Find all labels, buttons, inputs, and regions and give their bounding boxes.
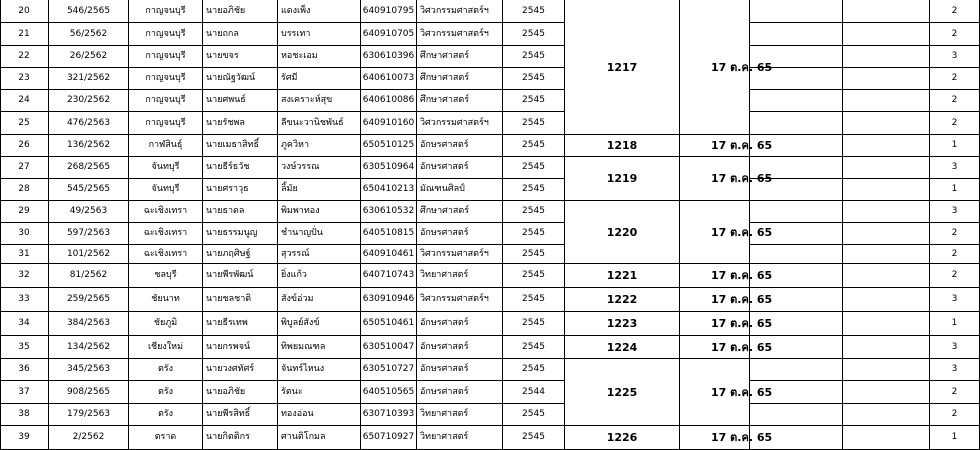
cell-id: 650510125 [361, 135, 417, 157]
cell-empty [750, 112, 843, 135]
order-date-cell: 17 ต.ค. 65 [680, 336, 750, 359]
cell-empty [843, 90, 930, 112]
cell-empty [843, 426, 930, 450]
cell-no: 38 [0, 404, 49, 426]
cell-year: 2545 [503, 90, 565, 112]
cell-province: ชัยภูมิ [129, 312, 203, 336]
cell-empty [750, 90, 843, 112]
cell-surname: แดงเพ็ง [278, 0, 361, 23]
cell-name: นายรัชพล [203, 112, 278, 135]
order-date-cell: 17 ต.ค. 65 [680, 135, 750, 157]
cell-score: 3 [930, 46, 980, 68]
cell-id: 630510964 [361, 157, 417, 179]
cell-case: 268/2565 [49, 157, 129, 179]
cell-empty [843, 201, 930, 223]
cell-case: 26/2562 [49, 46, 129, 68]
cell-faculty: วิทยาศาสตร์ [417, 264, 503, 288]
cell-no: 25 [0, 112, 49, 135]
cell-year: 2545 [503, 223, 565, 245]
cell-empty [843, 404, 930, 426]
cell-name: นายณัฐวัฒน์ [203, 68, 278, 90]
cell-name: นายธีรเทพ [203, 312, 278, 336]
cell-score: 2 [930, 112, 980, 135]
cell-no: 39 [0, 426, 49, 450]
cell-province: ตรัง [129, 359, 203, 381]
cell-province: กาญจนบุรี [129, 90, 203, 112]
cell-faculty: ศึกษาศาสตร์ [417, 201, 503, 223]
cell-name: นายเมธาสิทธิ์ [203, 135, 278, 157]
cell-score: 2 [930, 404, 980, 426]
order-number-cell: 1221 [565, 264, 680, 288]
cell-empty [843, 359, 930, 381]
cell-surname: ชำนาญปั่น [278, 223, 361, 245]
cell-year: 2545 [503, 46, 565, 68]
cell-faculty: มัณฑนศิลป์ [417, 179, 503, 201]
cell-empty [750, 201, 843, 223]
cell-no: 33 [0, 288, 49, 312]
order-date-cell: 17 ต.ค. 65 [680, 288, 750, 312]
cell-year: 2545 [503, 0, 565, 23]
cell-case: 81/2562 [49, 264, 129, 288]
cell-id: 640710743 [361, 264, 417, 288]
cell-province: กาญจนบุรี [129, 0, 203, 23]
cell-no: 21 [0, 23, 49, 46]
cell-case: 2/2562 [49, 426, 129, 450]
cell-surname: รัศมี [278, 68, 361, 90]
cell-year: 2545 [503, 336, 565, 359]
cell-province: ตราด [129, 426, 203, 450]
cell-score: 1 [930, 179, 980, 201]
cell-province: ฉะเชิงเทรา [129, 201, 203, 223]
cell-id: 640910705 [361, 23, 417, 46]
cell-score: 2 [930, 68, 980, 90]
cell-faculty: อักษรศาสตร์ [417, 312, 503, 336]
cell-empty [843, 23, 930, 46]
cell-surname: พิมพาทอง [278, 201, 361, 223]
order-date-cell: 17 ต.ค. 65 [680, 426, 750, 450]
cell-surname: สังข์อ่วม [278, 288, 361, 312]
cell-no: 37 [0, 381, 49, 404]
cell-surname: หอชะเอม [278, 46, 361, 68]
cell-no: 35 [0, 336, 49, 359]
cell-faculty: วิศวกรรมศาสตร์ฯ [417, 112, 503, 135]
cell-empty [843, 179, 930, 201]
cell-score: 1 [930, 426, 980, 450]
cell-no: 23 [0, 68, 49, 90]
cell-empty [750, 245, 843, 264]
cell-province: กาญจนบุรี [129, 68, 203, 90]
cell-year: 2544 [503, 381, 565, 404]
cell-province: ฉะเชิงเทรา [129, 245, 203, 264]
cell-name: นายศพนธ์ [203, 90, 278, 112]
cell-year: 2545 [503, 135, 565, 157]
cell-case: 136/2562 [49, 135, 129, 157]
cell-faculty: วิศวกรรมศาสตร์ฯ [417, 0, 503, 23]
cell-case: 49/2563 [49, 201, 129, 223]
cell-case: 321/2562 [49, 68, 129, 90]
cell-score: 2 [930, 223, 980, 245]
cell-id: 650710927 [361, 426, 417, 450]
cell-case: 134/2562 [49, 336, 129, 359]
cell-id: 640610086 [361, 90, 417, 112]
cell-name: นายธาดล [203, 201, 278, 223]
cell-empty [843, 336, 930, 359]
cell-no: 29 [0, 201, 49, 223]
cell-surname: สุวรรณ์ [278, 245, 361, 264]
cell-empty [750, 0, 843, 23]
cell-faculty: ศึกษาศาสตร์ [417, 46, 503, 68]
cell-score: 3 [930, 201, 980, 223]
order-number-cell: 1217 [565, 0, 680, 135]
cell-year: 2545 [503, 288, 565, 312]
cell-id: 640510565 [361, 381, 417, 404]
cell-name: นายขจร [203, 46, 278, 68]
order-number-cell: 1224 [565, 336, 680, 359]
cell-empty [843, 135, 930, 157]
cell-faculty: อักษรศาสตร์ [417, 135, 503, 157]
cell-empty [843, 223, 930, 245]
cell-faculty: อักษรศาสตร์ [417, 381, 503, 404]
cell-province: กาญจนบุรี [129, 23, 203, 46]
cell-name: นายชลชาติ [203, 288, 278, 312]
cell-no: 26 [0, 135, 49, 157]
cell-score: 2 [930, 90, 980, 112]
cell-name: นายกิตติกร [203, 426, 278, 450]
cell-surname: ภูควิหา [278, 135, 361, 157]
cell-empty [843, 46, 930, 68]
cell-faculty: วิศวกรรมศาสตร์ฯ [417, 23, 503, 46]
cell-province: กาญจนบุรี [129, 112, 203, 135]
order-date-cell: 17 ต.ค. 65 [680, 264, 750, 288]
cell-no: 27 [0, 157, 49, 179]
cell-name: นายกรพจน์ [203, 336, 278, 359]
cell-id: 630510727 [361, 359, 417, 381]
cell-surname: ลิ้มัย [278, 179, 361, 201]
order-number-cell: 1222 [565, 288, 680, 312]
cell-id: 640910795 [361, 0, 417, 23]
cell-empty [843, 157, 930, 179]
cell-id: 650410213 [361, 179, 417, 201]
order-number-cell: 1223 [565, 312, 680, 336]
cell-id: 630510047 [361, 336, 417, 359]
cell-score: 2 [930, 23, 980, 46]
cell-name: นายอภิชัย [203, 381, 278, 404]
cell-no: 36 [0, 359, 49, 381]
cell-id: 640510815 [361, 223, 417, 245]
order-date-cell: 17 ต.ค. 65 [680, 312, 750, 336]
cell-faculty: วิทยาศาสตร์ [417, 426, 503, 450]
cell-surname: ศานติโกมล [278, 426, 361, 450]
cell-score: 3 [930, 336, 980, 359]
cell-no: 34 [0, 312, 49, 336]
cell-id: 630910946 [361, 288, 417, 312]
cell-province: กาฬสินธุ์ [129, 135, 203, 157]
cell-id: 640910461 [361, 245, 417, 264]
cell-score: 1 [930, 135, 980, 157]
cell-surname: วงษ์วรรณ [278, 157, 361, 179]
cell-faculty: อักษรศาสตร์ [417, 336, 503, 359]
cell-year: 2545 [503, 201, 565, 223]
cell-year: 2545 [503, 312, 565, 336]
cell-province: ชัยนาท [129, 288, 203, 312]
cell-province: ฉะเชิงเทรา [129, 223, 203, 245]
cell-no: 32 [0, 264, 49, 288]
cell-case: 546/2565 [49, 0, 129, 23]
cell-name: นายอภิชัย [203, 0, 278, 23]
cell-empty [843, 288, 930, 312]
cell-year: 2545 [503, 245, 565, 264]
order-date-cell: 17 ต.ค. 65 [680, 359, 750, 426]
cell-surname: ลีขนะวานิชพันธ์ [278, 112, 361, 135]
order-date-cell: 17 ต.ค. 65 [680, 157, 750, 201]
cell-surname: พิบูลย์สังข์ [278, 312, 361, 336]
cell-province: จันทบุรี [129, 157, 203, 179]
cell-score: 3 [930, 288, 980, 312]
cell-case: 908/2565 [49, 381, 129, 404]
cell-no: 30 [0, 223, 49, 245]
cell-empty [843, 0, 930, 23]
cell-no: 31 [0, 245, 49, 264]
cell-empty [843, 312, 930, 336]
cell-no: 28 [0, 179, 49, 201]
cell-case: 345/2563 [49, 359, 129, 381]
order-number-cell: 1226 [565, 426, 680, 450]
cell-province: จันทบุรี [129, 179, 203, 201]
cell-case: 101/2562 [49, 245, 129, 264]
cell-case: 179/2563 [49, 404, 129, 426]
cell-name: นายพีรพัฒน์ [203, 264, 278, 288]
cell-id: 640910160 [361, 112, 417, 135]
cell-id: 640610073 [361, 68, 417, 90]
cell-no: 20 [0, 0, 49, 23]
cell-surname: รัตนะ [278, 381, 361, 404]
order-number-cell: 1218 [565, 135, 680, 157]
cell-province: ชลบุรี [129, 264, 203, 288]
cell-empty [750, 404, 843, 426]
cell-year: 2545 [503, 426, 565, 450]
cell-province: ตรัง [129, 381, 203, 404]
cell-year: 2545 [503, 264, 565, 288]
cell-id: 630610532 [361, 201, 417, 223]
cell-empty [750, 359, 843, 381]
cell-year: 2545 [503, 404, 565, 426]
cell-faculty: วิศวกรรมศาสตร์ฯ [417, 245, 503, 264]
cell-year: 2545 [503, 23, 565, 46]
cell-name: นายพีรสิทธิ์ [203, 404, 278, 426]
cell-id: 630710393 [361, 404, 417, 426]
order-number-cell: 1220 [565, 201, 680, 264]
cell-empty [843, 381, 930, 404]
cell-faculty: อักษรศาสตร์ [417, 359, 503, 381]
cell-year: 2545 [503, 179, 565, 201]
order-number-cell: 1225 [565, 359, 680, 426]
order-number-cell: 1219 [565, 157, 680, 201]
cell-score: 1 [930, 312, 980, 336]
cell-surname: บรรเทา [278, 23, 361, 46]
cell-case: 56/2562 [49, 23, 129, 46]
cell-year: 2545 [503, 68, 565, 90]
cell-faculty: วิศวกรรมศาสตร์ฯ [417, 288, 503, 312]
cell-surname: จันทร์ไหนง [278, 359, 361, 381]
cell-score: 3 [930, 157, 980, 179]
cell-name: นายธรรมนูญ [203, 223, 278, 245]
cell-name: นายวงศทัศร์ [203, 359, 278, 381]
cell-empty [843, 264, 930, 288]
cell-no: 22 [0, 46, 49, 68]
cell-year: 2545 [503, 157, 565, 179]
order-date-cell: 17 ต.ค. 65 [680, 0, 750, 135]
cell-case: 545/2565 [49, 179, 129, 201]
cell-province: เชียงใหม่ [129, 336, 203, 359]
cell-faculty: ศึกษาศาสตร์ [417, 68, 503, 90]
cell-province: ตรัง [129, 404, 203, 426]
cell-case: 259/2565 [49, 288, 129, 312]
cell-faculty: อักษรศาสตร์ [417, 157, 503, 179]
cell-name: นายศราวุธ [203, 179, 278, 201]
cell-score: 2 [930, 381, 980, 404]
cell-name: นายถกล [203, 23, 278, 46]
cell-case: 384/2563 [49, 312, 129, 336]
cell-province: กาญจนบุรี [129, 46, 203, 68]
order-date-cell: 17 ต.ค. 65 [680, 201, 750, 264]
cell-score: 2 [930, 0, 980, 23]
cell-score: 3 [930, 359, 980, 381]
cell-year: 2545 [503, 112, 565, 135]
cell-surname: ทิพยมณฑล [278, 336, 361, 359]
cell-id: 650510461 [361, 312, 417, 336]
cell-faculty: ศึกษาศาสตร์ [417, 90, 503, 112]
cell-surname: ทองอ่อน [278, 404, 361, 426]
cell-case: 597/2563 [49, 223, 129, 245]
cell-empty [843, 68, 930, 90]
cell-name: นายภฤศิษฐ์ [203, 245, 278, 264]
cell-score: 2 [930, 264, 980, 288]
cell-year: 2545 [503, 359, 565, 381]
cell-empty [843, 245, 930, 264]
cell-id: 630610396 [361, 46, 417, 68]
cell-name: นายธีร์ธวัช [203, 157, 278, 179]
cell-no: 24 [0, 90, 49, 112]
cell-empty [843, 112, 930, 135]
cell-score: 2 [930, 245, 980, 264]
cell-surname: ยิ่งแก้ว [278, 264, 361, 288]
cell-faculty: วิทยาศาสตร์ [417, 404, 503, 426]
cell-case: 476/2563 [49, 112, 129, 135]
cell-faculty: อักษรศาสตร์ [417, 223, 503, 245]
cell-case: 230/2562 [49, 90, 129, 112]
cell-surname: สงเคราะห์สุข [278, 90, 361, 112]
cell-empty [750, 23, 843, 46]
